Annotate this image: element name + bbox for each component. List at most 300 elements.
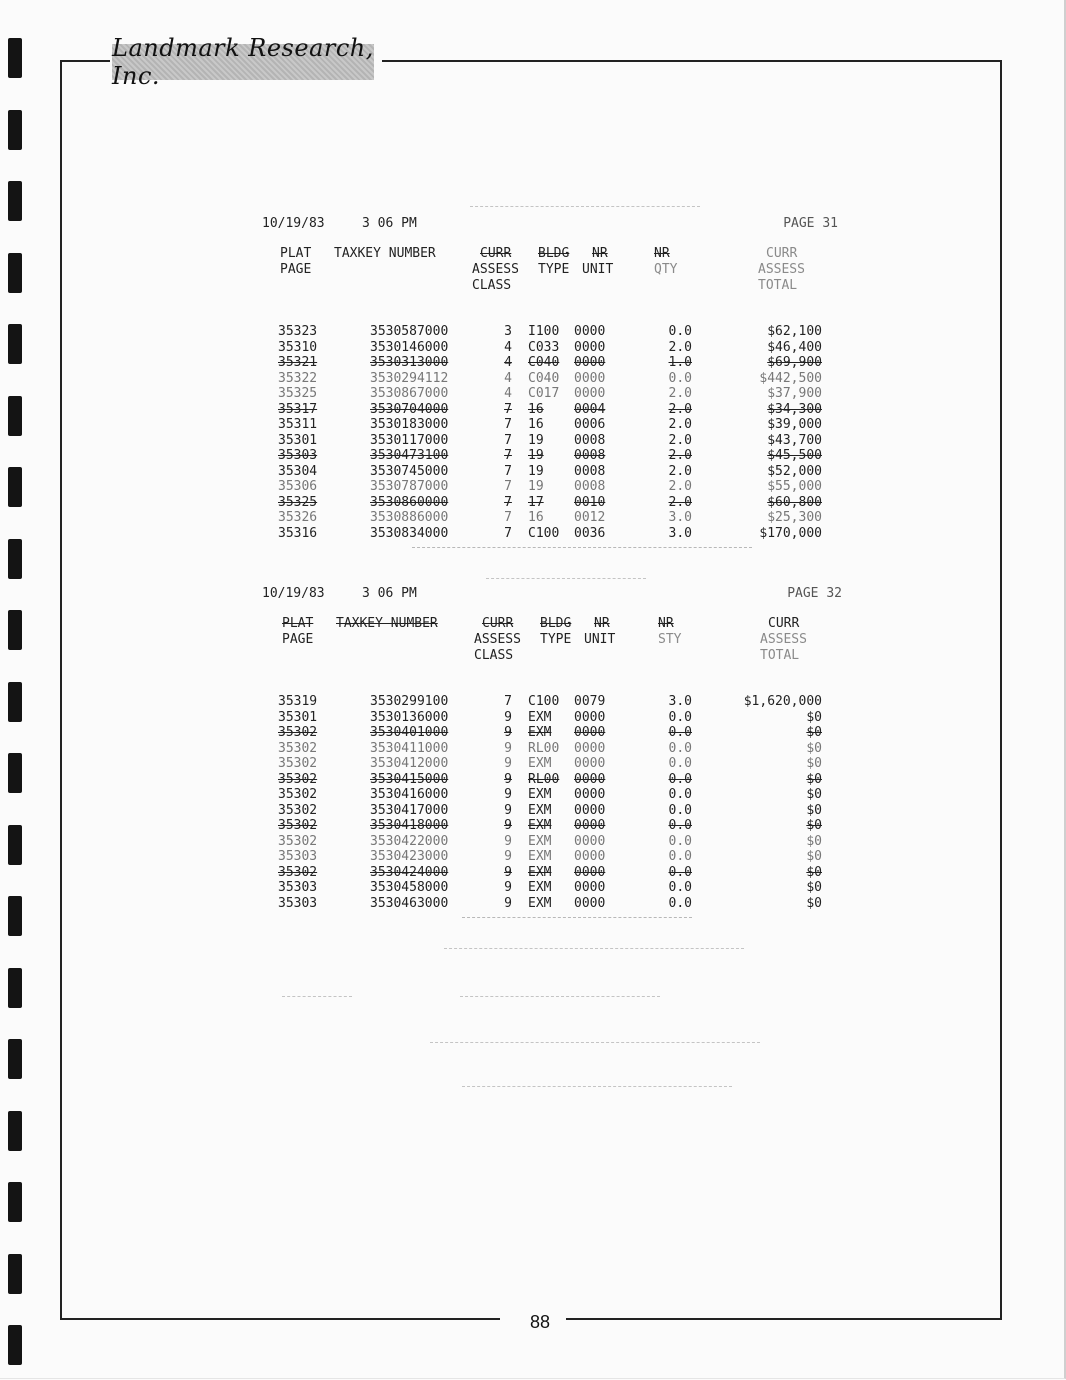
print-time: 3 06 PM bbox=[362, 586, 417, 601]
scan-noise-line bbox=[444, 948, 744, 949]
assess-class-cell: 4 bbox=[504, 386, 512, 401]
taxkey-number-cell: 3530418000 bbox=[370, 818, 449, 833]
assess-class-cell: 4 bbox=[504, 370, 512, 386]
bldg-type-cell: RL00 bbox=[528, 771, 560, 787]
nr-qty-cell: 2.0 bbox=[668, 339, 692, 355]
bldg-type-cell: EXM bbox=[528, 895, 552, 911]
bldg-type-cell: C100 bbox=[528, 694, 560, 709]
nr-unit-cell: 0000 bbox=[574, 370, 606, 386]
col-nr-2: NR bbox=[658, 616, 674, 631]
col-assess: ASSESS bbox=[474, 632, 521, 647]
nr-unit-cell: 0004 bbox=[574, 401, 606, 417]
frame-border-top bbox=[60, 60, 110, 62]
assess-total-cell: $0 bbox=[806, 849, 822, 864]
nr-qty-cell: 0.0 bbox=[668, 740, 692, 756]
assess-class-cell: 7 bbox=[504, 417, 512, 432]
assess-class-cell: 7 bbox=[504, 401, 512, 417]
taxkey-number-cell: 3530424000 bbox=[370, 864, 449, 880]
nr-unit-cell: 0036 bbox=[574, 525, 606, 541]
assess-class-cell: 9 bbox=[504, 880, 512, 895]
bldg-type-cell: C040 bbox=[528, 355, 560, 370]
assess-class-cell: 3 bbox=[504, 324, 512, 339]
table-row bbox=[278, 865, 822, 881]
col-class: CLASS bbox=[474, 648, 514, 663]
punch-hole bbox=[8, 825, 22, 865]
punch-hole bbox=[8, 896, 22, 936]
col-plat: PLAT bbox=[282, 616, 314, 631]
nr-qty-cell: 0.0 bbox=[668, 864, 692, 880]
assess-total-cell: $1,620,000 bbox=[743, 694, 822, 709]
bldg-type-cell: C017 bbox=[528, 386, 560, 401]
print-page-label: PAGE 32 bbox=[787, 586, 842, 601]
scan-noise-line bbox=[462, 1086, 732, 1087]
col-assess: ASSESS bbox=[472, 262, 519, 277]
col-nr: NR bbox=[592, 246, 608, 261]
table-row bbox=[278, 725, 822, 741]
plat-page-cell: 35301 bbox=[278, 432, 318, 448]
assess-total-cell: $170,000 bbox=[759, 525, 822, 541]
nr-qty-cell: 0.0 bbox=[668, 880, 692, 895]
divider-line bbox=[412, 547, 752, 548]
plat-page-cell: 35306 bbox=[278, 479, 318, 494]
punch-hole bbox=[8, 1182, 22, 1222]
printout-meta bbox=[262, 216, 852, 234]
assess-total-cell: $46,400 bbox=[767, 339, 822, 355]
assess-class-cell: 9 bbox=[504, 802, 512, 818]
plat-page-cell: 35325 bbox=[278, 494, 318, 510]
bldg-type-cell: C100 bbox=[528, 525, 560, 541]
punch-hole bbox=[8, 324, 22, 364]
col-unit: UNIT bbox=[584, 632, 616, 647]
table-row bbox=[278, 772, 822, 788]
plat-page-cell: 35325 bbox=[278, 386, 318, 401]
table-row bbox=[278, 741, 822, 757]
logo-text: Landmark Research, Inc. bbox=[112, 34, 374, 90]
assess-total-cell: $37,900 bbox=[767, 386, 822, 401]
nr-unit-cell: 0000 bbox=[574, 339, 606, 355]
assess-total-cell: $442,500 bbox=[759, 370, 822, 386]
printout-meta bbox=[262, 586, 852, 604]
col-type: TYPE bbox=[538, 262, 570, 277]
nr-qty-cell: 2.0 bbox=[668, 401, 692, 417]
plat-page-cell: 35316 bbox=[278, 525, 318, 541]
nr-qty-cell: 0.0 bbox=[668, 818, 692, 833]
col-class: CLASS bbox=[472, 278, 512, 293]
bldg-type-cell: EXM bbox=[528, 802, 552, 818]
nr-unit-cell: 0000 bbox=[574, 849, 606, 864]
assess-total-cell: $0 bbox=[806, 818, 822, 833]
col-plat: PLAT bbox=[280, 246, 312, 261]
scan-noise-line bbox=[486, 578, 646, 579]
taxkey-number-cell: 3530412000 bbox=[370, 756, 449, 771]
bldg-type-cell: 19 bbox=[528, 448, 544, 463]
assess-class-cell: 7 bbox=[504, 694, 512, 709]
col-qty: QTY bbox=[654, 262, 678, 277]
assess-total-cell: $39,000 bbox=[767, 417, 822, 432]
bldg-type-cell: EXM bbox=[528, 864, 552, 880]
plat-page-cell: 35302 bbox=[278, 771, 318, 787]
plat-page-cell: 35323 bbox=[278, 324, 318, 339]
punch-hole bbox=[8, 253, 22, 293]
assess-total-cell: $0 bbox=[806, 709, 822, 725]
bldg-type-cell: 17 bbox=[528, 494, 544, 510]
table-row bbox=[278, 849, 822, 865]
col-taxkey: TAXKEY NUMBER bbox=[336, 616, 438, 631]
taxkey-number-cell: 3530136000 bbox=[370, 709, 449, 725]
plat-page-cell: 35321 bbox=[278, 355, 318, 370]
frame-border-bottom bbox=[60, 1318, 500, 1320]
punch-hole bbox=[8, 610, 22, 650]
nr-unit-cell: 0010 bbox=[574, 494, 606, 510]
plat-page-cell: 35302 bbox=[278, 756, 318, 771]
nr-unit-cell: 0008 bbox=[574, 432, 606, 448]
table-row bbox=[278, 386, 822, 402]
assess-class-cell: 9 bbox=[504, 849, 512, 864]
punch-hole bbox=[8, 1325, 22, 1365]
plat-page-cell: 35322 bbox=[278, 370, 318, 386]
bldg-type-cell: 16 bbox=[528, 401, 544, 417]
plat-page-cell: 35317 bbox=[278, 401, 318, 417]
assess-total-cell: $69,900 bbox=[767, 355, 822, 370]
plat-page-cell: 35303 bbox=[278, 880, 318, 895]
punch-hole bbox=[8, 539, 22, 579]
scan-noise-line bbox=[470, 206, 700, 207]
assess-class-cell: 7 bbox=[504, 432, 512, 448]
taxkey-number-cell: 3530745000 bbox=[370, 463, 449, 479]
print-page-label: PAGE 31 bbox=[783, 216, 838, 231]
nr-unit-cell: 0012 bbox=[574, 510, 606, 525]
assess-class-cell: 7 bbox=[504, 510, 512, 525]
table-row bbox=[278, 464, 822, 480]
plat-page-cell: 35326 bbox=[278, 510, 318, 525]
assess-total-cell: $45,500 bbox=[767, 448, 822, 463]
assess-class-cell: 7 bbox=[504, 525, 512, 541]
assess-class-cell: 9 bbox=[504, 895, 512, 911]
bldg-type-cell: EXM bbox=[528, 849, 552, 864]
bldg-type-cell: 19 bbox=[528, 432, 544, 448]
table-row bbox=[278, 880, 822, 896]
assess-total-cell: $55,000 bbox=[767, 479, 822, 494]
assess-class-cell: 7 bbox=[504, 479, 512, 494]
taxkey-number-cell: 3530423000 bbox=[370, 849, 449, 864]
nr-qty-cell: 0.0 bbox=[668, 709, 692, 725]
plat-page-cell: 35303 bbox=[278, 849, 318, 864]
nr-unit-cell: 0000 bbox=[574, 895, 606, 911]
nr-qty-cell: 2.0 bbox=[668, 479, 692, 494]
col-total: TOTAL bbox=[760, 648, 800, 663]
nr-unit-cell: 0000 bbox=[574, 740, 606, 756]
nr-qty-cell: 2.0 bbox=[668, 417, 692, 432]
table-row bbox=[278, 402, 822, 418]
table-row bbox=[278, 710, 822, 726]
nr-qty-cell: 0.0 bbox=[668, 833, 692, 849]
plat-page-cell: 35303 bbox=[278, 448, 318, 463]
punch-hole bbox=[8, 1254, 22, 1294]
nr-unit-cell: 0000 bbox=[574, 725, 606, 740]
taxkey-number-cell: 3530117000 bbox=[370, 432, 449, 448]
punch-hole bbox=[8, 181, 22, 221]
col-bldg: BLDG bbox=[538, 246, 570, 261]
taxkey-number-cell: 3530401000 bbox=[370, 725, 449, 740]
assess-total-cell: $0 bbox=[806, 802, 822, 818]
taxkey-number-cell: 3530458000 bbox=[370, 880, 449, 895]
taxkey-number-cell: 3530473100 bbox=[370, 448, 449, 463]
nr-qty-cell: 0.0 bbox=[668, 771, 692, 787]
bldg-type-cell: RL00 bbox=[528, 740, 560, 756]
bldg-type-cell: EXM bbox=[528, 833, 552, 849]
plat-page-cell: 35319 bbox=[278, 694, 318, 709]
taxkey-number-cell: 3530411000 bbox=[370, 740, 449, 756]
col-curr: CURR bbox=[482, 616, 514, 631]
assess-total-cell: $0 bbox=[806, 880, 822, 895]
frame-border-top bbox=[382, 60, 1002, 62]
col-nr: NR bbox=[594, 616, 610, 631]
col-page: PAGE bbox=[282, 632, 314, 647]
bldg-type-cell: C040 bbox=[528, 370, 560, 386]
nr-unit-cell: 0000 bbox=[574, 756, 606, 771]
nr-unit-cell: 0008 bbox=[574, 448, 606, 463]
table-row bbox=[278, 448, 822, 464]
nr-qty-cell: 3.0 bbox=[668, 525, 692, 541]
bldg-type-cell: C033 bbox=[528, 339, 560, 355]
assess-class-cell: 9 bbox=[504, 756, 512, 771]
col-assess-2: ASSESS bbox=[758, 262, 805, 277]
taxkey-number-cell: 3530860000 bbox=[370, 494, 449, 510]
binding-punch-marks bbox=[0, 0, 30, 1380]
col-unit: UNIT bbox=[582, 262, 614, 277]
taxkey-number-cell: 3530867000 bbox=[370, 386, 449, 401]
plat-page-cell: 35302 bbox=[278, 818, 318, 833]
assess-total-cell: $0 bbox=[806, 864, 822, 880]
taxkey-number-cell: 3530146000 bbox=[370, 339, 449, 355]
nr-qty-cell: 0.0 bbox=[668, 370, 692, 386]
plat-page-cell: 35311 bbox=[278, 417, 318, 432]
table-row bbox=[278, 526, 822, 542]
assess-total-cell: $0 bbox=[806, 787, 822, 802]
nr-qty-cell: 0.0 bbox=[668, 895, 692, 911]
table-row bbox=[278, 834, 822, 850]
col-curr-2: CURR bbox=[768, 616, 800, 631]
nr-unit-cell: 0000 bbox=[574, 787, 606, 802]
nr-qty-cell: 2.0 bbox=[668, 432, 692, 448]
assess-total-cell: $0 bbox=[806, 895, 822, 911]
company-logo bbox=[112, 34, 374, 90]
table-row bbox=[278, 355, 822, 371]
table-row bbox=[278, 787, 822, 803]
assess-class-cell: 9 bbox=[504, 725, 512, 740]
table-row bbox=[278, 371, 822, 387]
data-table bbox=[278, 324, 822, 541]
table-row bbox=[278, 803, 822, 819]
taxkey-number-cell: 3530299100 bbox=[370, 694, 449, 709]
bldg-type-cell: 16 bbox=[528, 510, 544, 525]
table-row bbox=[278, 433, 822, 449]
printout-page-31 bbox=[262, 216, 852, 548]
bldg-type-cell: EXM bbox=[528, 818, 552, 833]
nr-qty-cell: 3.0 bbox=[668, 510, 692, 525]
col-curr-2: CURR bbox=[766, 246, 798, 261]
assess-total-cell: $0 bbox=[806, 771, 822, 787]
table-row bbox=[278, 818, 822, 834]
nr-qty-cell: 3.0 bbox=[668, 694, 692, 709]
table-row bbox=[278, 495, 822, 511]
scan-noise-line bbox=[282, 996, 352, 997]
assess-class-cell: 9 bbox=[504, 787, 512, 802]
nr-qty-cell: 2.0 bbox=[668, 386, 692, 401]
taxkey-number-cell: 3530587000 bbox=[370, 324, 449, 339]
nr-qty-cell: 0.0 bbox=[668, 787, 692, 802]
assess-total-cell: $60,800 bbox=[767, 494, 822, 510]
bldg-type-cell: EXM bbox=[528, 880, 552, 895]
bldg-type-cell: EXM bbox=[528, 756, 552, 771]
punch-hole bbox=[8, 968, 22, 1008]
print-date: 10/19/83 bbox=[262, 586, 325, 601]
table-row bbox=[278, 340, 822, 356]
table-row bbox=[278, 896, 822, 912]
table-row bbox=[278, 417, 822, 433]
nr-unit-cell: 0008 bbox=[574, 479, 606, 494]
col-page: PAGE bbox=[280, 262, 312, 277]
plat-page-cell: 35301 bbox=[278, 709, 318, 725]
nr-qty-cell: 0.0 bbox=[668, 756, 692, 771]
col-nr-2: NR bbox=[654, 246, 670, 261]
plat-page-cell: 35302 bbox=[278, 802, 318, 818]
plat-page-cell: 35302 bbox=[278, 787, 318, 802]
bldg-type-cell: I100 bbox=[528, 324, 560, 339]
punch-hole bbox=[8, 1039, 22, 1079]
col-type: TYPE bbox=[540, 632, 572, 647]
assess-class-cell: 9 bbox=[504, 740, 512, 756]
plat-page-cell: 35304 bbox=[278, 463, 318, 479]
plat-page-cell: 35302 bbox=[278, 740, 318, 756]
plat-page-cell: 35303 bbox=[278, 895, 318, 911]
column-headers bbox=[262, 246, 852, 320]
punch-hole bbox=[8, 467, 22, 507]
assess-total-cell: $0 bbox=[806, 756, 822, 771]
taxkey-number-cell: 3530417000 bbox=[370, 802, 449, 818]
nr-qty-cell: 0.0 bbox=[668, 725, 692, 740]
nr-qty-cell: 0.0 bbox=[668, 849, 692, 864]
plat-page-cell: 35302 bbox=[278, 864, 318, 880]
table-row bbox=[278, 756, 822, 772]
scan-noise-line bbox=[460, 996, 660, 997]
assess-total-cell: $0 bbox=[806, 833, 822, 849]
printout-page-32 bbox=[262, 586, 852, 918]
col-taxkey: TAXKEY NUMBER bbox=[334, 246, 436, 261]
taxkey-number-cell: 3530463000 bbox=[370, 895, 449, 911]
taxkey-number-cell: 3530787000 bbox=[370, 479, 449, 494]
frame-border-bottom bbox=[566, 1318, 1002, 1320]
bldg-type-cell: EXM bbox=[528, 787, 552, 802]
taxkey-number-cell: 3530294112 bbox=[370, 370, 449, 386]
nr-unit-cell: 0000 bbox=[574, 355, 606, 370]
bldg-type-cell: 16 bbox=[528, 417, 544, 432]
nr-unit-cell: 0000 bbox=[574, 833, 606, 849]
bldg-type-cell: EXM bbox=[528, 709, 552, 725]
col-total: TOTAL bbox=[758, 278, 798, 293]
bldg-type-cell: 19 bbox=[528, 463, 544, 479]
print-time: 3 06 PM bbox=[362, 216, 417, 231]
assess-total-cell: $25,300 bbox=[767, 510, 822, 525]
assess-class-cell: 9 bbox=[504, 833, 512, 849]
nr-unit-cell: 0000 bbox=[574, 386, 606, 401]
taxkey-number-cell: 3530415000 bbox=[370, 771, 449, 787]
taxkey-number-cell: 3530422000 bbox=[370, 833, 449, 849]
nr-qty-cell: 0.0 bbox=[668, 802, 692, 818]
page-number: 88 bbox=[529, 1312, 551, 1332]
nr-unit-cell: 0000 bbox=[574, 880, 606, 895]
nr-qty-cell: 2.0 bbox=[668, 494, 692, 510]
punch-hole bbox=[8, 1111, 22, 1151]
bldg-type-cell: EXM bbox=[528, 725, 552, 740]
nr-unit-cell: 0000 bbox=[574, 324, 606, 339]
table-row bbox=[278, 510, 822, 526]
assess-total-cell: $34,300 bbox=[767, 401, 822, 417]
assess-total-cell: $0 bbox=[806, 740, 822, 756]
assess-total-cell: $62,100 bbox=[767, 324, 822, 339]
assess-class-cell: 9 bbox=[504, 818, 512, 833]
punch-hole bbox=[8, 682, 22, 722]
scan-noise-line bbox=[430, 1042, 760, 1043]
assess-total-cell: $43,700 bbox=[767, 432, 822, 448]
assess-class-cell: 7 bbox=[504, 494, 512, 510]
plat-page-cell: 35302 bbox=[278, 725, 318, 740]
assess-class-cell: 9 bbox=[504, 771, 512, 787]
data-table bbox=[278, 694, 822, 911]
taxkey-number-cell: 3530313000 bbox=[370, 355, 449, 370]
nr-unit-cell: 0000 bbox=[574, 864, 606, 880]
nr-qty-cell: 0.0 bbox=[668, 324, 692, 339]
print-date: 10/19/83 bbox=[262, 216, 325, 231]
nr-unit-cell: 0000 bbox=[574, 709, 606, 725]
assess-class-cell: 7 bbox=[504, 448, 512, 463]
assess-class-cell: 9 bbox=[504, 709, 512, 725]
divider-line bbox=[462, 917, 692, 918]
taxkey-number-cell: 3530704000 bbox=[370, 401, 449, 417]
nr-unit-cell: 0000 bbox=[574, 802, 606, 818]
bldg-type-cell: 19 bbox=[528, 479, 544, 494]
nr-unit-cell: 0079 bbox=[574, 694, 606, 709]
assess-total-cell: $0 bbox=[806, 725, 822, 740]
punch-hole bbox=[8, 396, 22, 436]
frame-border-right bbox=[1000, 60, 1002, 1318]
taxkey-number-cell: 3530183000 bbox=[370, 417, 449, 432]
punch-hole bbox=[8, 753, 22, 793]
table-row bbox=[278, 479, 822, 495]
col-curr: CURR bbox=[480, 246, 512, 261]
table-row bbox=[278, 324, 822, 340]
nr-unit-cell: 0006 bbox=[574, 417, 606, 432]
punch-hole bbox=[8, 38, 22, 78]
nr-qty-cell: 1.0 bbox=[668, 355, 692, 370]
assess-total-cell: $52,000 bbox=[767, 463, 822, 479]
col-qty: STY bbox=[658, 632, 682, 647]
plat-page-cell: 35310 bbox=[278, 339, 318, 355]
assess-class-cell: 4 bbox=[504, 355, 512, 370]
frame-border-left bbox=[60, 60, 62, 1318]
taxkey-number-cell: 3530834000 bbox=[370, 525, 449, 541]
col-bldg: BLDG bbox=[540, 616, 572, 631]
col-assess-2: ASSESS bbox=[760, 632, 807, 647]
nr-qty-cell: 2.0 bbox=[668, 448, 692, 463]
nr-unit-cell: 0000 bbox=[574, 771, 606, 787]
nr-unit-cell: 0008 bbox=[574, 463, 606, 479]
plat-page-cell: 35302 bbox=[278, 833, 318, 849]
nr-unit-cell: 0000 bbox=[574, 818, 606, 833]
punch-hole bbox=[8, 110, 22, 150]
taxkey-number-cell: 3530416000 bbox=[370, 787, 449, 802]
taxkey-number-cell: 3530886000 bbox=[370, 510, 449, 525]
